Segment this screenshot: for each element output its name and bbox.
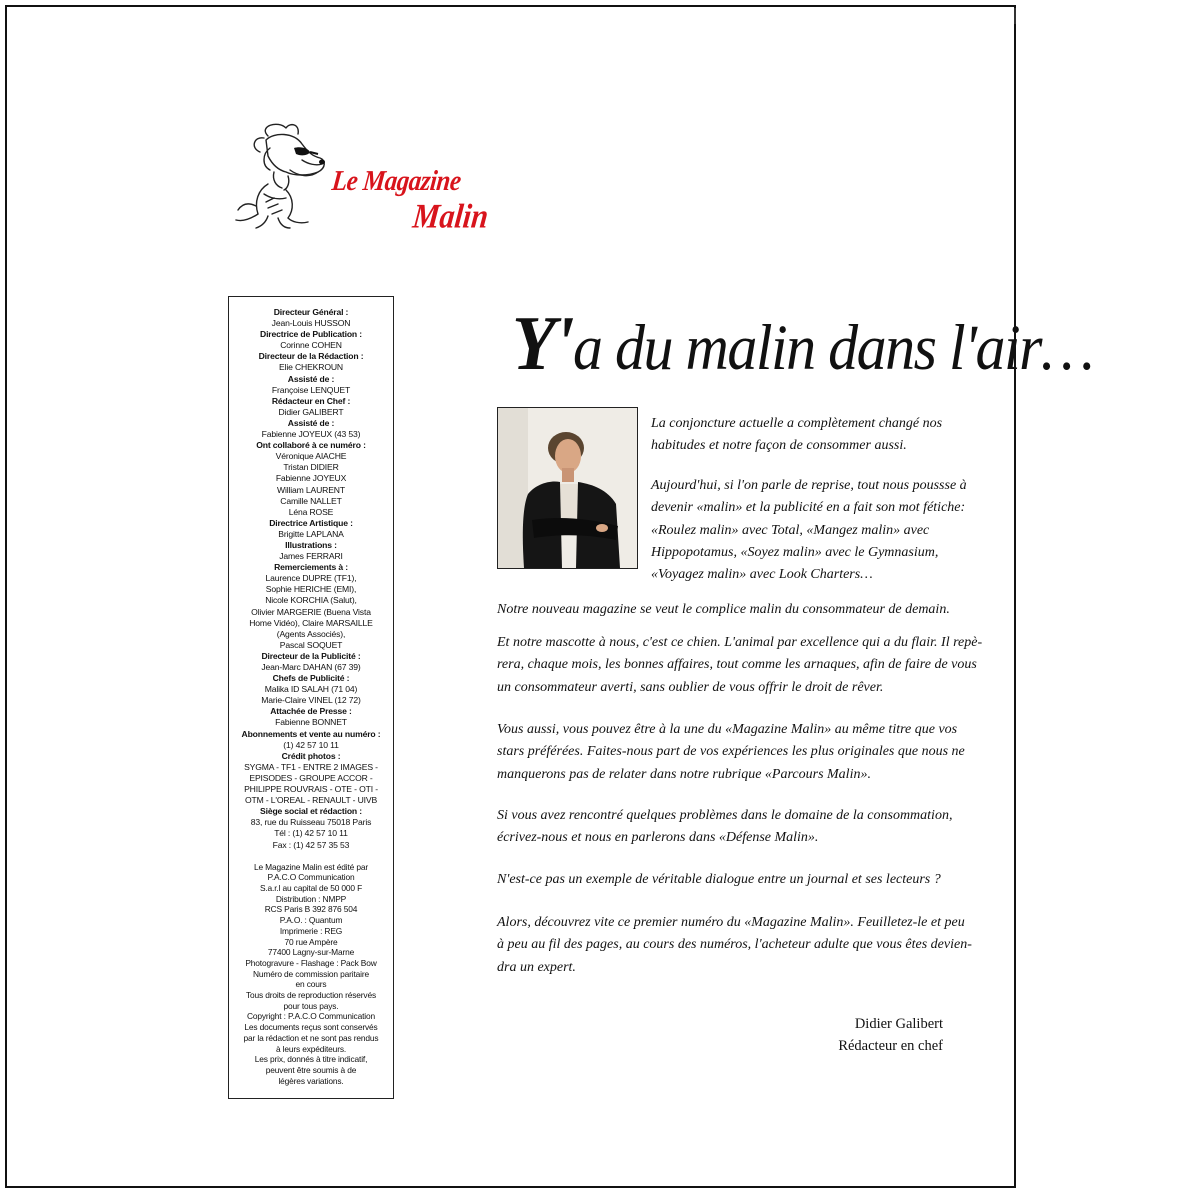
credit-role: Crédit photos :	[281, 750, 341, 761]
article-line: Vous aussi, vous pouvez être à la une du «Magazine Malin» au même titre que vos	[497, 722, 958, 737]
article-headline	[512, 300, 1093, 391]
page-frame	[5, 5, 1016, 1188]
credit-role: Remerciements à :	[274, 562, 348, 573]
logo-text-line1: Le Magazine	[330, 165, 463, 197]
credit-name: Didier GALIBERT	[278, 406, 344, 417]
credit-name: Camille NALLET	[280, 495, 342, 506]
legal-line: en cours	[295, 979, 327, 990]
article-line: «Voyagez malin» avec Look Charters…	[651, 567, 873, 583]
credit-name: Jean-Marc DAHAN (67 39)	[261, 662, 361, 672]
signature-title: Rédacteur en chef	[838, 1038, 943, 1054]
credit-role: Siège social et rédaction :	[260, 806, 362, 817]
credit-name: Françoise LENQUET	[271, 384, 351, 395]
article-line: Hippopotamus, «Soyez malin» avec le Gymnasium,	[651, 544, 939, 560]
credit-name: Elie CHEKROUN	[279, 362, 343, 373]
credit-name: Léna ROSE	[288, 506, 334, 517]
legal-line: à leurs expéditeurs.	[275, 1043, 347, 1054]
credit-name: Olivier MARGERIE (Buena Vista	[251, 606, 371, 617]
legal-line: Numéro de commission paritaire	[252, 968, 370, 979]
credit-name: SYGMA - TF1 - ENTRE 2 IMAGES -	[244, 761, 378, 772]
credit-role: Ont collaboré à ce numéro :	[256, 440, 366, 451]
signature-name: Didier Galibert	[854, 1016, 943, 1032]
article-paragraph	[497, 869, 941, 891]
credit-name: Nicole KORCHIA (Salut),	[265, 595, 357, 606]
credits-spacer	[229, 851, 393, 862]
legal-line: S.a.r.l au capital de 50 000 F	[259, 883, 363, 893]
page-edge-mark	[1014, 8, 1016, 24]
legal-line: P.A.O. : Quantum	[279, 915, 343, 926]
credit-name: Pascal SOQUET	[279, 639, 343, 650]
article-line: Notre nouveau magazine se veut le complice malin du consommateur de demain.	[497, 602, 950, 617]
article-paragraph	[497, 632, 982, 699]
legal-line: par la rédaction et ne sont pas rendus	[243, 1032, 379, 1043]
legal-line: RCS Paris B 392 876 504	[264, 904, 358, 915]
legal-line: Distribution : NMPP	[275, 893, 347, 904]
legal-line: P.A.C.O Communication	[267, 872, 355, 883]
credit-role: Directeur de la Publicité :	[261, 650, 361, 661]
article-line: un consommateur averti, sans oublier de vous offrir le droit de rêver.	[497, 679, 884, 695]
article-line: rera, chaque mois, les bonnes affaires, tout comme les arnaques, afin de faire de vous	[497, 657, 977, 673]
credit-name: Fabienne JOYEUX	[275, 473, 347, 484]
credit-role: Rédacteur en Chef :	[271, 395, 351, 406]
credit-role: Attachée de Presse :	[270, 706, 352, 717]
credit-name: OTM - L'OREAL - RENAULT - UIVB	[244, 795, 378, 806]
article-line: écrivez-nous et nous en parlerons dans «Défense Malin».	[497, 830, 819, 846]
credit-role: Directeur de la Rédaction :	[258, 351, 364, 362]
legal-line: Imprimerie : REG	[279, 925, 343, 936]
credit-name: Sophie HERICHE (EMI),	[265, 584, 357, 595]
headline-text: a du malin dans l'air…	[572, 311, 1093, 384]
article-line: Aujourd'hui, si l'on parle de reprise, tout nous poussse à	[651, 478, 967, 493]
credit-name: EPISODES - GROUPE ACCOR -	[249, 772, 373, 783]
legal-line: 77400 Lagny-sur-Marne	[267, 947, 355, 958]
magazine-logo	[228, 118, 508, 238]
legal-line: pour tous pays.	[283, 1000, 339, 1011]
credit-role: Abonnements et vente au numéro :	[241, 728, 381, 739]
credit-name: (1) 42 57 10 11	[283, 739, 339, 750]
credit-role: Assisté de :	[287, 373, 335, 384]
legal-line: Photogravure - Flashage : Pack Bow	[245, 957, 377, 968]
legal-line: 70 rue Ampère	[284, 936, 338, 947]
article-line: dra un expert.	[497, 959, 576, 975]
legal-line: Les prix, donnés à titre indicatif,	[254, 1054, 368, 1065]
credit-name: Brigitte LAPLANA	[278, 528, 344, 539]
credit-name: Fabienne JOYEUX (43 53)	[261, 429, 361, 440]
article-paragraph	[497, 413, 942, 458]
article-line: Et notre mascotte à nous, c'est ce chien. L'animal par excellence qui a du flair. Il repè-	[497, 635, 983, 650]
article-paragraph	[497, 599, 950, 621]
dog-mascot-icon	[228, 118, 338, 233]
article-paragraph	[497, 475, 967, 586]
legal-line: peuvent être soumis à de	[265, 1064, 357, 1075]
credit-name: PHILIPPE ROUVRAIS - OTE - OTI -	[244, 784, 378, 795]
article-line: Si vous avez rencontré quelques problèmes dans le domaine de la consommation,	[497, 808, 953, 823]
logo-text-line2: Malin	[411, 197, 491, 236]
credit-name: 83, rue du Ruisseau 75018 Paris	[250, 817, 372, 828]
article-line: La conjoncture actuelle a complètement changé nos	[651, 416, 943, 431]
credit-role: Assisté de :	[287, 417, 335, 428]
article-line: habitudes et notre façon de consommer aussi.	[651, 438, 907, 454]
credit-name: (Agents Associés),	[276, 628, 346, 639]
credit-name: Malika ID SALAH (71 04)	[264, 684, 358, 695]
credit-name: Tél : (1) 42 57 10 11	[274, 828, 348, 839]
credit-name: William LAURENT	[277, 484, 345, 495]
credit-role: Illustrations :	[285, 539, 337, 550]
article-line: à peu au fil des pages, au cours des numéros, l'acheteur adulte que vous êtes devien-	[497, 937, 972, 953]
credit-name: Corinne COHEN	[280, 340, 342, 351]
article-line: «Roulez malin» avec Total, «Mangez malin» avec	[651, 522, 930, 538]
credit-name: Fax : (1) 42 57 35 53	[272, 839, 350, 850]
credit-name: Jean-Louis HUSSON	[271, 318, 351, 329]
legal-line: Tous droits de reproduction réservés	[245, 990, 377, 1001]
legal-line: légères variations.	[278, 1075, 344, 1086]
legal-line: Les documents reçus sont conservés	[244, 1022, 378, 1033]
headline-initial: Y'	[512, 300, 573, 387]
credit-role: Directrice de Publication :	[260, 329, 362, 340]
article-paragraph	[497, 719, 965, 786]
legal-line: Le Magazine Malin est édité par	[253, 861, 369, 872]
article-line: Alors, découvrez vite ce premier numéro du «Magazine Malin». Feuilletez-le et peu	[497, 915, 965, 930]
credit-name: Laurence DUPRE (TF1),	[265, 573, 357, 584]
legal-line: Copyright : P.A.C.O Communication	[246, 1011, 376, 1022]
credit-name: Marie-Claire VINEL (12 72)	[261, 695, 361, 706]
article-line: stars préférées. Faites-nous part de vos expériences les plus originales que nous ne	[497, 744, 965, 760]
article-paragraph	[497, 805, 952, 850]
credit-role: Directeur Général :	[273, 307, 349, 317]
credit-name: Tristan DIDIER	[283, 462, 339, 473]
credit-role: Directrice Artistique :	[269, 517, 353, 528]
credit-role: Chefs de Publicité :	[272, 673, 350, 684]
credit-name: James FERRARI	[279, 551, 343, 562]
article-line: manquerons pas de relater dans notre rubrique «Parcours Malin».	[497, 766, 871, 782]
article-paragraph	[497, 912, 972, 979]
article-line: devenir «malin» et la publicité en a fait son mot fétiche:	[651, 500, 966, 516]
article-line: N'est-ce pas un exemple de véritable dialogue entre un journal et ses lecteurs ?	[497, 872, 941, 887]
credit-name: Home Vidéo), Claire MARSAILLE	[249, 617, 373, 628]
credit-name: Véronique AIACHE	[275, 451, 347, 462]
credit-name: Fabienne BONNET	[275, 717, 347, 728]
credits-box	[228, 296, 394, 1099]
